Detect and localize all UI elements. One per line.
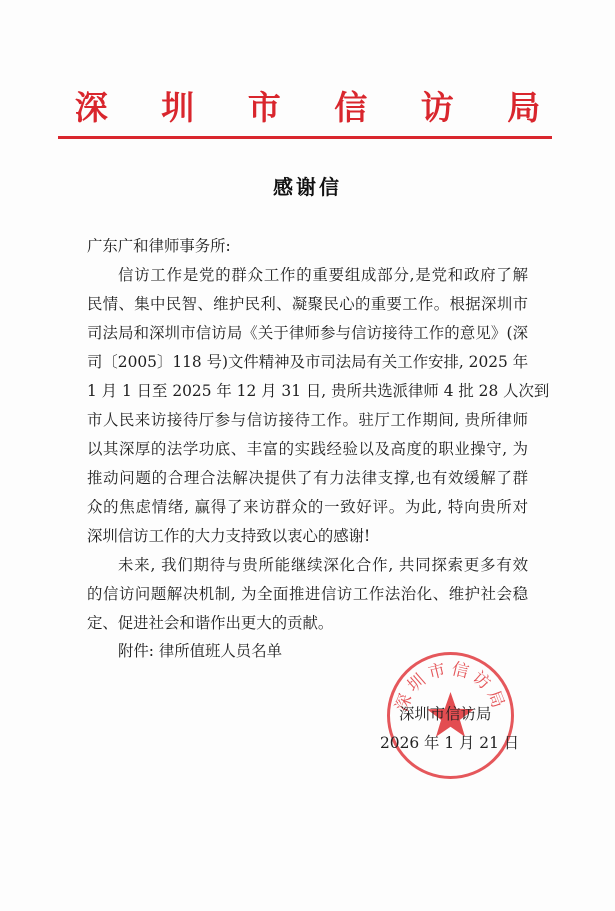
body-line: 定、促进社会和谐作出更大的贡献。: [87, 614, 334, 632]
body-line: 信访工作是党的群众工作的重要组成部分,是党和政府了解: [118, 266, 528, 284]
salutation: 广东广和律师事务所:: [87, 237, 231, 255]
attachment-note: 附件: 律所值班人员名单: [118, 642, 282, 660]
letter-title: 感谢信: [273, 175, 342, 199]
body-line: 未来, 我们期待与贵所能继续深化合作, 共同探索更多有效: [118, 556, 528, 574]
body-line: 以其深厚的法学功底、丰富的实践经验以及高度的职业操守, 为: [87, 440, 528, 458]
body-line: 司法局和深圳市信访局《关于律师参与信访接待工作的意见》(深: [87, 324, 528, 342]
body-line: 的信访问题解决机制, 为全面推进信访工作法治化、维护社会稳: [87, 585, 528, 603]
body-line: 司〔2005〕118 号)文件精神及市司法局有关工作安排, 2025 年: [87, 353, 529, 371]
letterhead-rule: [58, 136, 552, 139]
body-line: 民情、集中民智、维护民利、凝聚民心的重要工作。根据深圳市: [87, 295, 528, 313]
signature-date: 2026 年 1 月 21 日: [380, 734, 520, 752]
body-line: 推动问题的合理合法解决提供了有力法律支撑,也有效缓解了群: [87, 469, 528, 487]
signature-org: 深圳市信访局: [399, 705, 492, 723]
body-line: 市人民来访接待厅参与信访接待工作。驻厅工作期间, 贵所律师: [87, 411, 528, 429]
seal-text: 深圳市信访局: [391, 659, 510, 715]
letterhead-org-name: 深 圳 市 信 访 局: [74, 88, 562, 127]
body-line: 1 月 1 日至 2025 年 12 月 31 日, 贵所共选派律师 4 批 28 人次到: [87, 382, 550, 400]
body-line: 深圳信访工作的大力支持致以衷心的感谢!: [87, 527, 371, 545]
body-line: 众的焦虑情绪, 赢得了来访群众的一致好评。为此, 特向贵所对: [87, 498, 528, 516]
